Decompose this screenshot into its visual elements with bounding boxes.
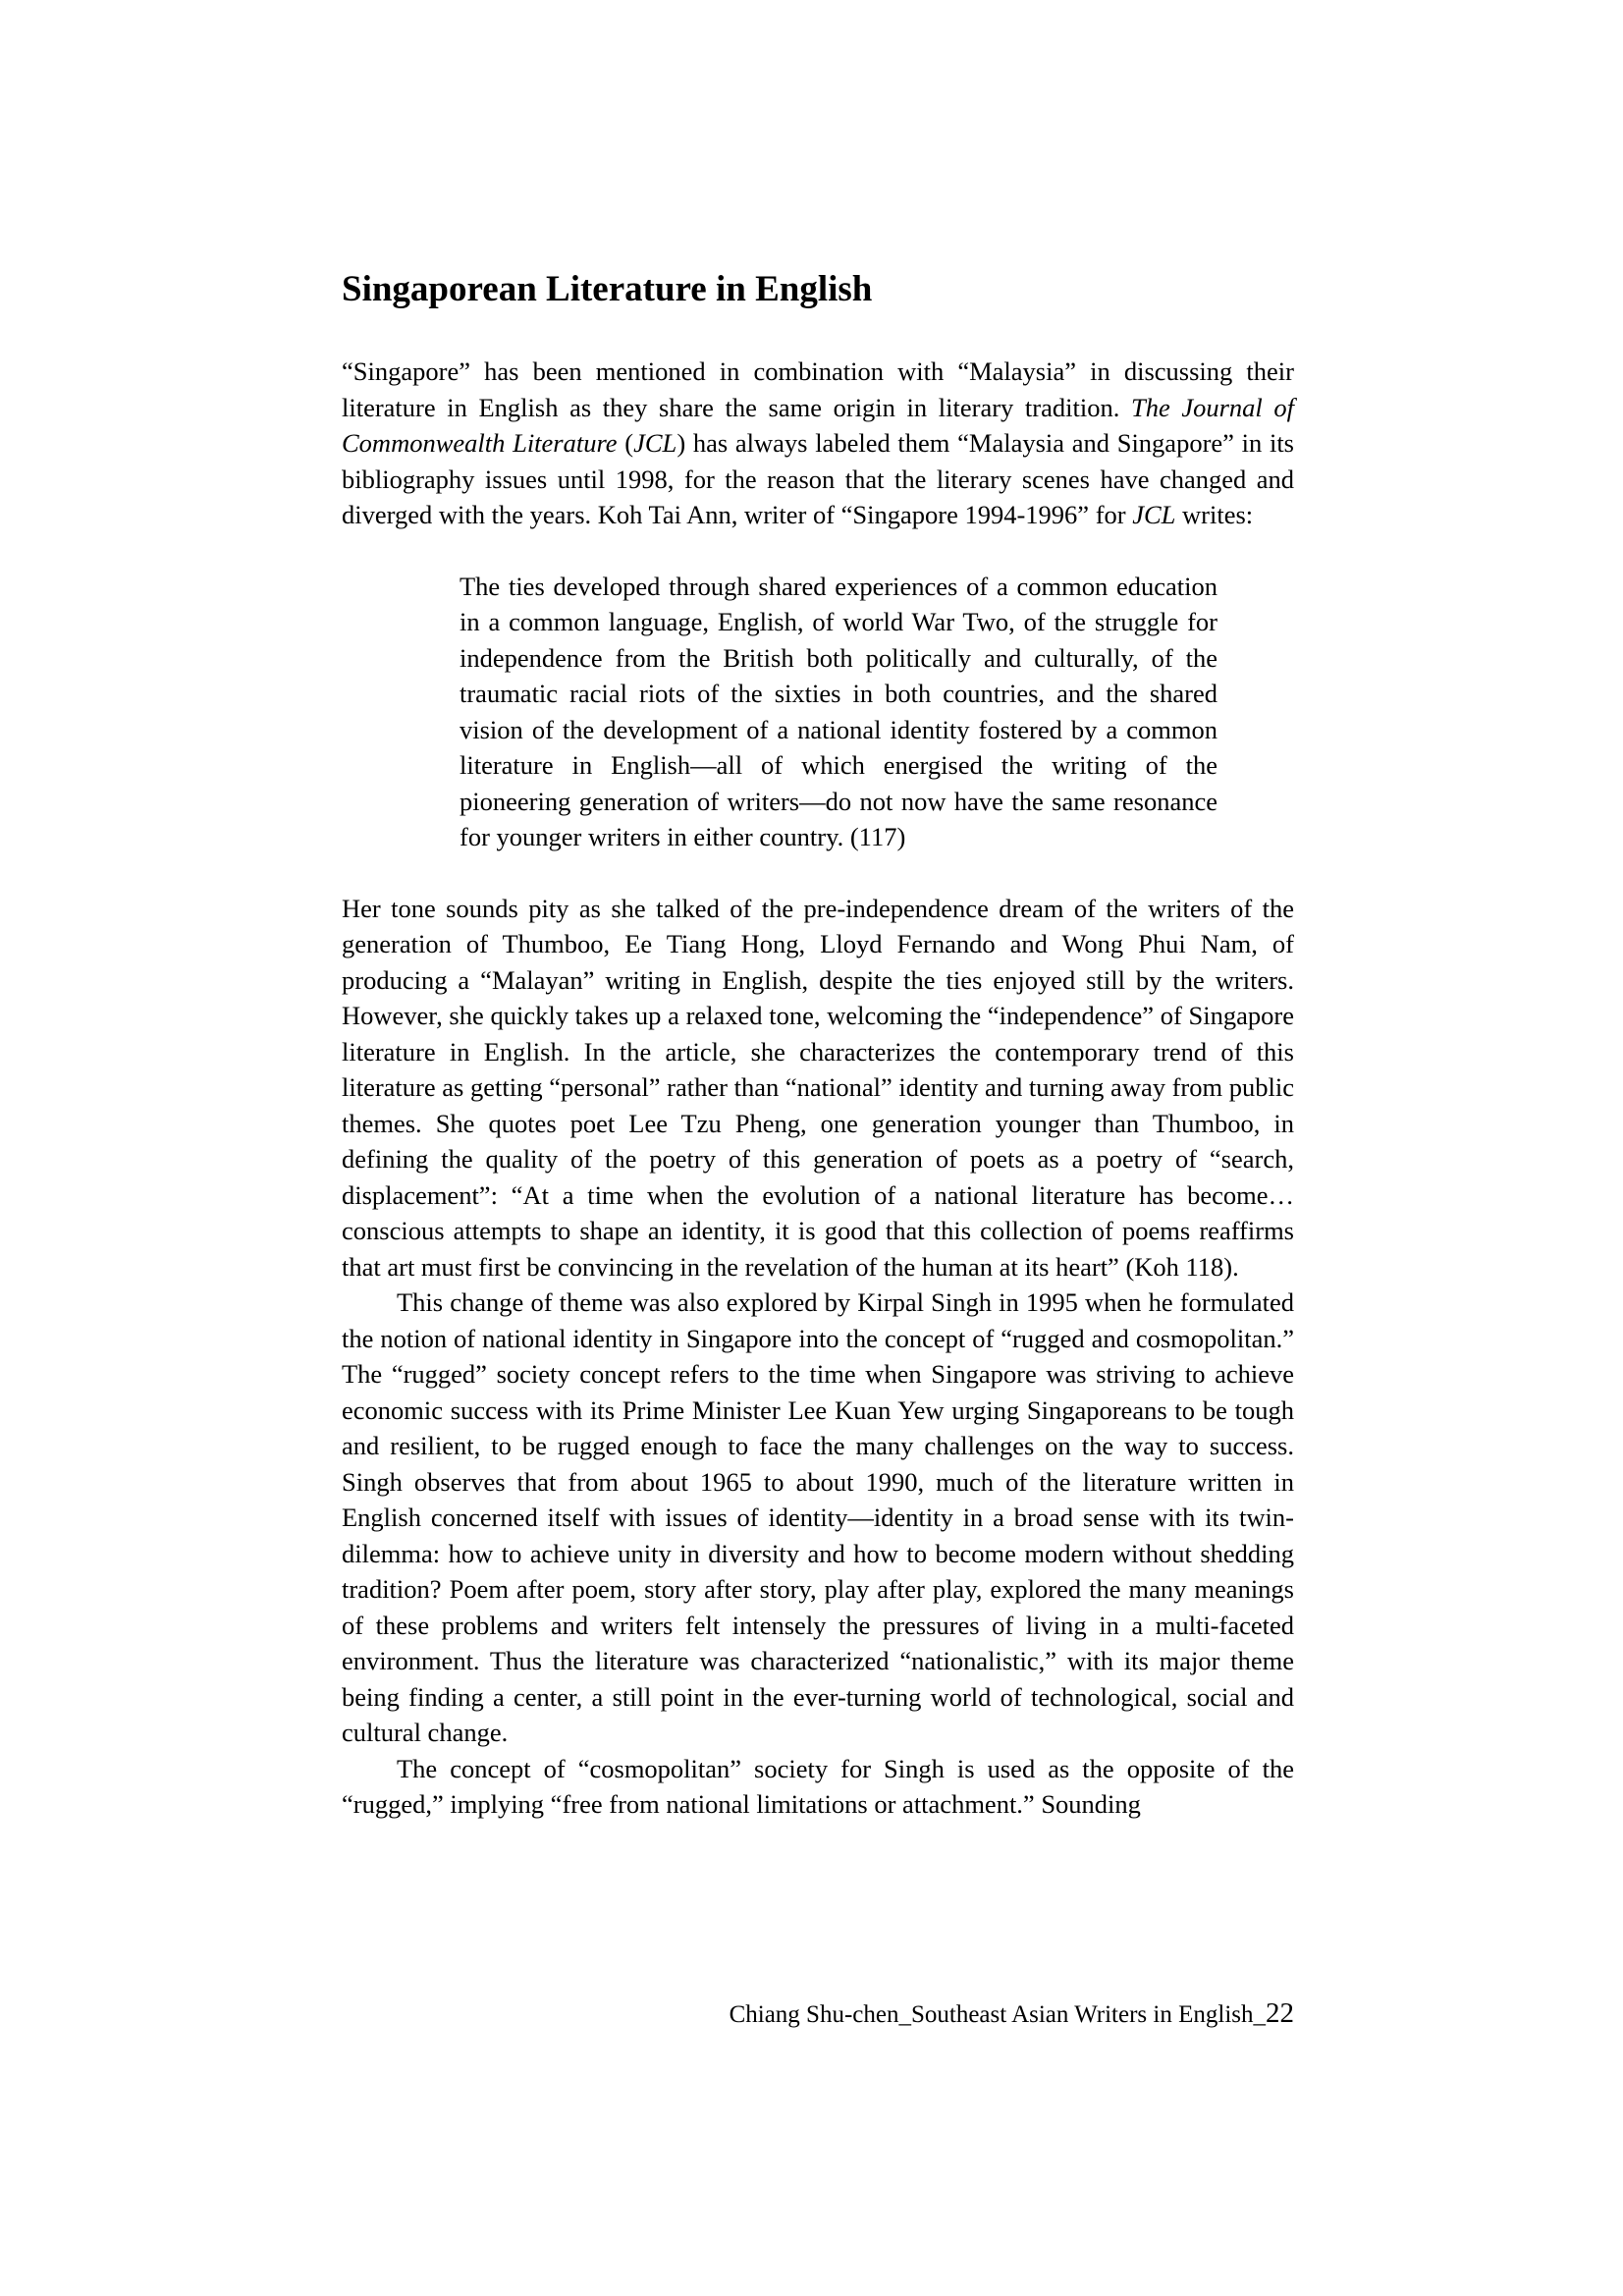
paragraph-1-text-d: writes:: [1175, 500, 1254, 529]
page-footer: [730, 1996, 1294, 2032]
paragraph-3: This change of theme was also explored by Kirpal Singh in 1995 when he formulated the notion of national identity in Singapore into the concept of “rugged and cosmopolitan.” The “rugged” society concept refers to the time when Singapore was striving to achieve economic success with its Prime Minister Lee Kuan Yew urging Singaporeans to be tough and resilient, to be rugged enough to face the many challenges on the way to success. Singh observes that from about 1965 to about 1990, much of the literature written in English concerned itself with issues of identity—identity in a broad sense with its twin-dilemma: how to achieve unity in diversity and how to become modern without shedding tradition? Poem after poem, story after story, play after play, explored the many meanings of these problems and writers felt intensely the pressures of living in a multi-faceted environment. Thus the literature was characterized “nationalistic,” with its major theme being finding a center, a still point in the ever-turning world of technological, social and cultural change.: [342, 1287, 1294, 1747]
block-quote: The ties developed through shared experiences of a common education in a common language, English, of world War Two, of the struggle for independence from the British both politically and culturally, of the traumatic racial riots of the sixties in both countries, and the shared vision of the development of a national identity fostered by a common literature in English—all of which energised the writing of the pioneering generation of writers—do not now have the same resonance for younger writers in either country. (117): [460, 571, 1217, 851]
paragraph-1-text-b: (: [617, 428, 634, 458]
paragraph-1-text-a: “Singapore” has been mentioned in combination with “Malaysia” in discussing their literature in English as they share the same origin in literary tradition.: [342, 356, 1294, 422]
paragraph-1-text-c: ) has always labeled them “Malaysia and Singapore” in its bibliography issues until 1998, for the reason that the literary scenes have changed and diverged with the years. Koh Tai Ann, writer of “Singapore 1994-1996” for: [342, 428, 1294, 529]
section-title: Singaporean Literature in English: [342, 269, 873, 309]
paragraph-2: Her tone sounds pity as she talked of the pre-independence dream of the writers of the generation of Thumboo, Ee Tiang Hong, Lloyd Fernando and Wong Phui Nam, of producing a “Malayan” writing in English, despite the ties enjoyed still by the writers. However, she quickly takes up a relaxed tone, welcoming the “independence” of Singapore literature in English. In the article, she characterizes the contemporary trend of this literature as getting “personal” rather than “national” identity and turning away from public themes. She quotes poet Lee Tzu Pheng, one generation younger than Thumboo, in defining the quality of the poetry of this generation of poets as a poetry of “search, displacement”: “At a time when the evolution of a national literature has become…conscious attempts to shape an identity, it is good that this collection of poems reaffirms that art must first be convincing in the revelation of the human at its heart” (Koh 118).: [342, 893, 1294, 1282]
running-head: Chiang Shu-chen_Southeast Asian Writers in English_: [729, 2001, 1266, 2028]
jcl-abbreviation-italic-2: JCL: [1132, 500, 1176, 529]
paragraph-4: The concept of “cosmopolitan” society for Singh is used as the opposite of the “rugged,” implying “free from national limitations or attachment.” Sounding: [342, 1753, 1294, 1819]
document-page: [342, 0, 1294, 2296]
jcl-abbreviation-italic: JCL: [633, 428, 677, 458]
body-text: [342, 354, 1294, 1823]
journal-title-italic: The Journal of Commonwealth Literature: [342, 392, 1294, 458]
paragraph-1: [342, 354, 1294, 533]
page-number: 22: [1266, 1997, 1294, 2029]
